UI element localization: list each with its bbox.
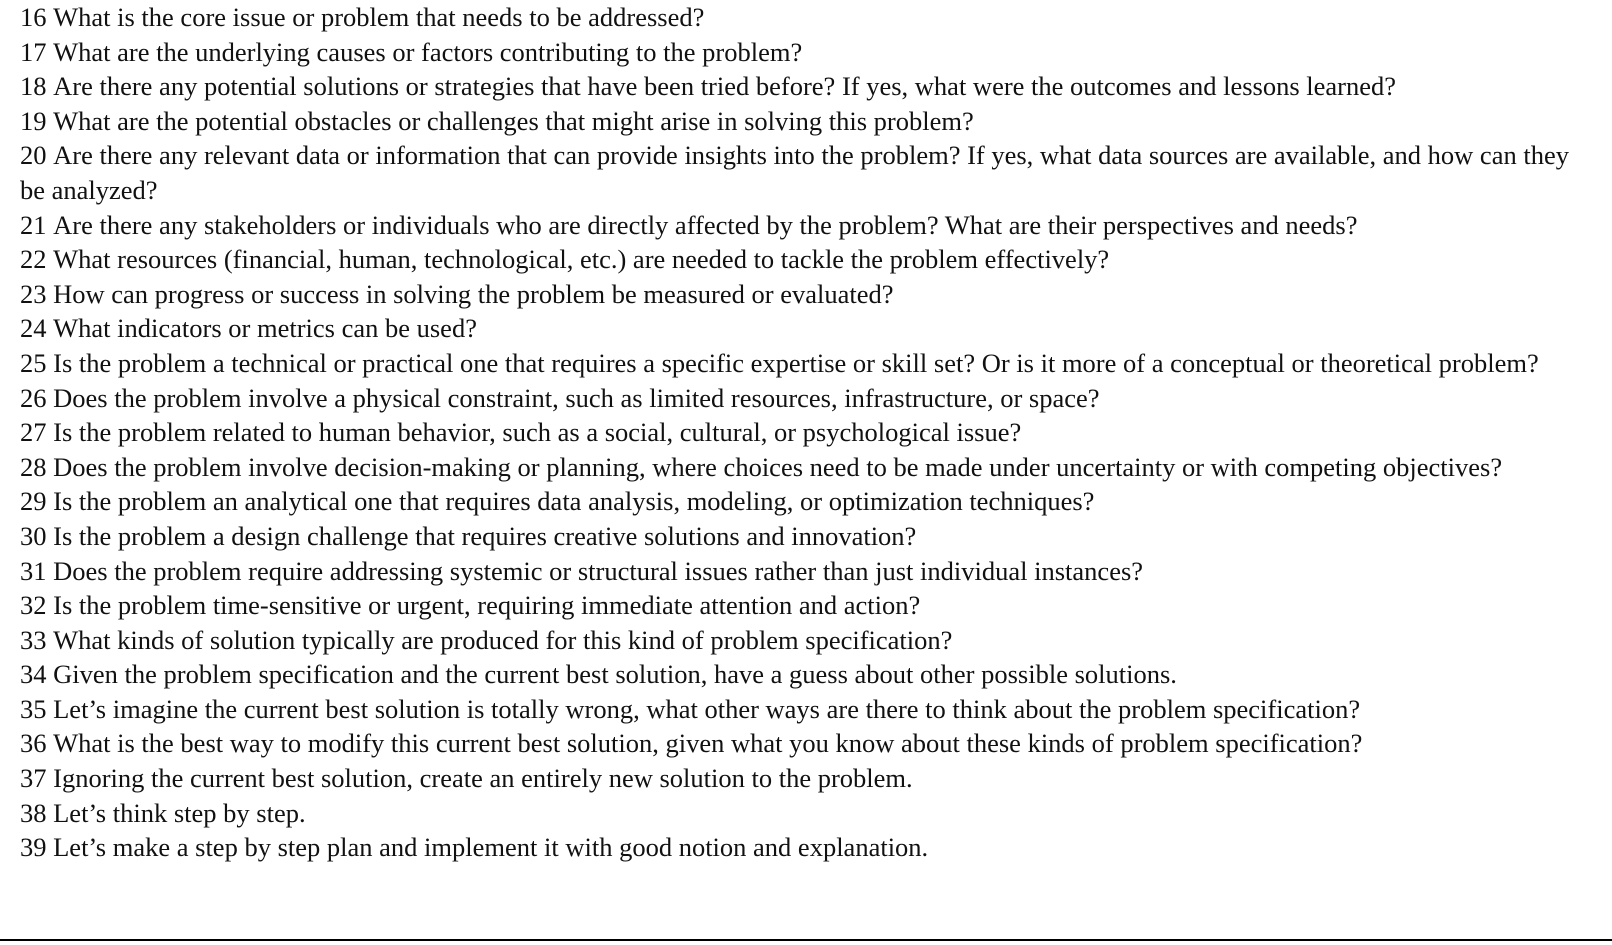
list-item	[20, 450, 1580, 485]
item-number: 34	[20, 659, 47, 690]
item-number: 21	[20, 209, 47, 240]
list-item	[20, 623, 1580, 658]
item-number: 31	[20, 555, 47, 586]
item-number: 19	[20, 105, 47, 136]
item-number: 29	[20, 486, 47, 517]
item-number: 36	[20, 728, 47, 759]
item-text: Does the problem require addressing systemic or structural issues rather than just individual instances?	[53, 555, 1144, 586]
list-item	[20, 35, 1580, 70]
list-item	[20, 830, 1580, 865]
table-bottom-rule	[0, 939, 1612, 941]
item-text: Let’s imagine the current best solution is totally wrong, what other ways are there to think about the problem specification?	[53, 693, 1361, 724]
list-item	[20, 726, 1580, 761]
item-number: 38	[20, 797, 47, 828]
list-item	[20, 484, 1580, 519]
list-item	[20, 554, 1580, 589]
item-number: 35	[20, 693, 47, 724]
list-item	[20, 311, 1580, 346]
list-item	[20, 346, 1580, 381]
list-item	[20, 761, 1580, 796]
item-number: 33	[20, 624, 47, 655]
item-text: What resources (financial, human, technological, etc.) are needed to tackle the problem effectively?	[53, 244, 1110, 275]
item-text: How can progress or success in solving the problem be measured or evaluated?	[53, 278, 894, 309]
list-item	[20, 138, 1580, 207]
item-text: What indicators or metrics can be used?	[53, 313, 477, 344]
item-number: 23	[20, 278, 47, 309]
item-number: 18	[20, 71, 47, 102]
item-text: Given the problem specification and the current best solution, have a guess about other possible solutions.	[53, 659, 1177, 690]
item-text: Is the problem an analytical one that requires data analysis, modeling, or optimization techniques?	[53, 486, 1095, 517]
list-item	[20, 519, 1580, 554]
item-text: What is the best way to modify this current best solution, given what you know about these kinds of problem specification?	[53, 728, 1363, 759]
item-text: Are there any relevant data or information that can provide insights into the problem? If yes, what data sources are available, and how can they be analyzed?	[20, 140, 1569, 205]
item-text: Does the problem involve decision-making or planning, where choices need to be made under uncertainty or with competing objectives?	[53, 451, 1503, 482]
item-number: 25	[20, 347, 47, 378]
item-number: 16	[20, 2, 47, 32]
item-text: Is the problem time-sensitive or urgent, requiring immediate attention and action?	[53, 590, 921, 621]
item-number: 28	[20, 451, 47, 482]
reasoning-module-list	[20, 0, 1580, 865]
item-text: Let’s think step by step.	[53, 797, 306, 828]
list-item	[20, 277, 1580, 312]
item-text: Is the problem a design challenge that requires creative solutions and innovation?	[53, 520, 917, 551]
item-text: Are there any stakeholders or individuals who are directly affected by the problem? What are their perspectives and needs?	[53, 209, 1358, 240]
item-text: Are there any potential solutions or strategies that have been tried before? If yes, what were the outcomes and lessons learned?	[53, 71, 1397, 102]
list-item	[20, 208, 1580, 243]
list-item	[20, 242, 1580, 277]
item-number: 20	[20, 140, 47, 171]
item-number: 39	[20, 832, 47, 863]
item-text: What are the underlying causes or factors contributing to the problem?	[53, 36, 803, 67]
item-text: Does the problem involve a physical constraint, such as limited resources, infrastructure, or space?	[53, 382, 1100, 413]
item-text: Ignoring the current best solution, create an entirely new solution to the problem.	[53, 763, 913, 794]
item-number: 24	[20, 313, 47, 344]
item-text: What are the potential obstacles or challenges that might arise in solving this problem?	[53, 105, 974, 136]
list-item	[20, 692, 1580, 727]
list-item	[20, 0, 1580, 35]
item-text: What is the core issue or problem that needs to be addressed?	[53, 2, 705, 32]
list-item	[20, 381, 1580, 416]
list-item	[20, 104, 1580, 139]
list-item	[20, 415, 1580, 450]
item-number: 22	[20, 244, 47, 275]
list-item	[20, 588, 1580, 623]
item-text: Is the problem related to human behavior, such as a social, cultural, or psychological issue?	[53, 417, 1022, 448]
item-number: 32	[20, 590, 47, 621]
item-number: 26	[20, 382, 47, 413]
item-text: What kinds of solution typically are produced for this kind of problem specification?	[53, 624, 953, 655]
list-item	[20, 796, 1580, 831]
list-item	[20, 69, 1580, 104]
list-item	[20, 657, 1580, 692]
item-number: 37	[20, 763, 47, 794]
item-number: 30	[20, 520, 47, 551]
item-text: Is the problem a technical or practical one that requires a specific expertise or skill set? Or is it more of a conceptual or theoretical problem?	[53, 347, 1539, 378]
item-number: 27	[20, 417, 47, 448]
item-text: Let’s make a step by step plan and implement it with good notion and explanation.	[53, 832, 929, 863]
item-number: 17	[20, 36, 47, 67]
